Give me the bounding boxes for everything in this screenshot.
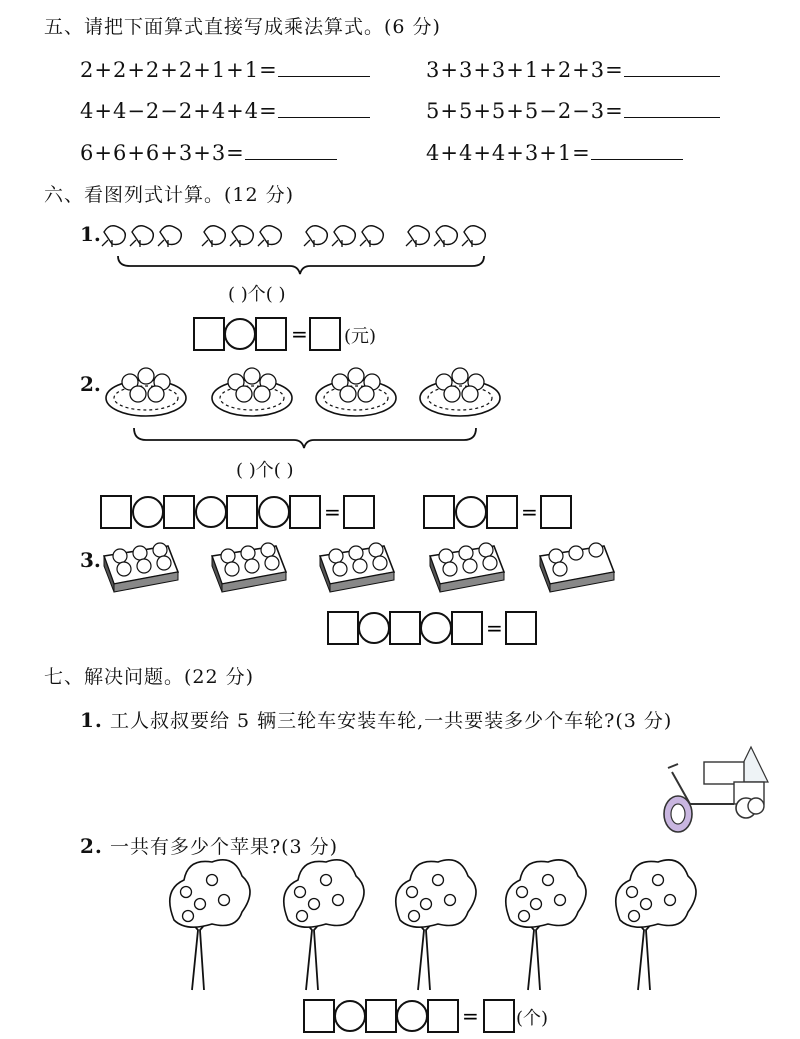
question-text: 一共有多少个苹果?(3 分) [109, 836, 339, 858]
question-number: 1. [80, 708, 103, 732]
section-6-title: 六、看图列式计算。(12 分) [44, 184, 295, 206]
svg-text:=: = [486, 616, 503, 640]
section-7-title: 七、解决问题。(22 分) [44, 666, 255, 688]
unit-label: (元) [344, 326, 377, 347]
equals-sign: = [291, 322, 308, 346]
svg-text:=: = [324, 500, 341, 524]
question-number: 2. [80, 834, 103, 858]
apple-trees-group [170, 860, 696, 990]
equation-boxes-4 [302, 998, 542, 1038]
apple-tree [170, 860, 250, 990]
equation-text: 3+3+3+1+2+3= [426, 58, 624, 82]
problem-number: 2. [80, 372, 101, 396]
equation-text: 4+4−2−2+4+4= [80, 99, 278, 123]
equation-text: 2+2+2+2+1+1= [80, 58, 278, 82]
count-label: ( )个( ) [228, 284, 286, 305]
section-5-title: 五、请把下面算式直接写成乘法算式。(6 分) [44, 16, 441, 38]
equation-text: 5+5+5+5−2−3= [426, 99, 624, 123]
svg-text:=: = [462, 1004, 479, 1028]
apple-tree [616, 860, 696, 990]
count-label: ( )个( ) [236, 460, 294, 481]
equation-text: 4+4+4+3+1= [426, 141, 591, 165]
question-text: 工人叔叔要给 5 辆三轮车安装车轮,一共要装多少个车轮?(3 分) [109, 710, 673, 732]
problem-number: 3. [80, 548, 101, 572]
svg-text:=: = [521, 500, 538, 524]
apple-tree [506, 860, 586, 990]
equation-text: 6+6+6+3+3= [80, 141, 245, 165]
unit-label: (个) [516, 1008, 549, 1029]
apple-tree [396, 860, 476, 990]
problem-number: 1. [80, 222, 101, 246]
apple-tree [284, 860, 364, 990]
